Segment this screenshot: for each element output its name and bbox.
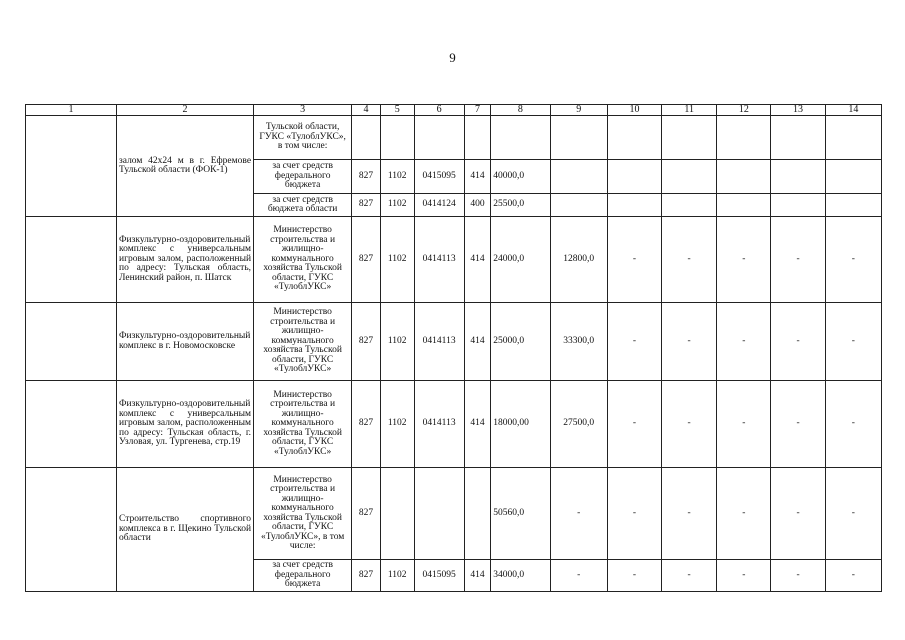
header-cell: 13 xyxy=(771,105,825,116)
empty-cell xyxy=(414,116,464,160)
organization-cell: за счет средств федерального бюджета xyxy=(254,560,352,592)
value-cell: 25500,0 xyxy=(491,194,550,217)
empty-cell xyxy=(550,160,607,194)
value-cell: - xyxy=(825,303,881,381)
header-cell: 2 xyxy=(117,105,254,116)
value-cell: - xyxy=(825,217,881,303)
value-cell: 827 xyxy=(352,160,381,194)
value-cell: - xyxy=(825,468,881,560)
value-cell: - xyxy=(771,468,825,560)
organization-cell: Тульской области, ГУКС «ТулоблУКС», в том числе: xyxy=(254,116,352,160)
value-cell: - xyxy=(662,468,717,560)
value-cell: - xyxy=(717,560,771,592)
value-cell: - xyxy=(607,217,661,303)
value-cell: 1102 xyxy=(380,303,414,381)
value-cell: 1102 xyxy=(380,560,414,592)
value-cell: - xyxy=(550,468,607,560)
object-name-cell: Физкультурно-оздоровительный комплекс в г. Новомосковске xyxy=(117,303,254,381)
header-cell: 5 xyxy=(380,105,414,116)
object-name-cell: залом 42х24 м в г. Ефремове Тульской области (ФОК-1) xyxy=(117,116,254,217)
empty-cell xyxy=(352,116,381,160)
empty-cell xyxy=(380,116,414,160)
value-cell: 50560,0 xyxy=(491,468,550,560)
value-cell: 18000,00 xyxy=(491,381,550,468)
value-cell: - xyxy=(717,381,771,468)
object-name-cell: Физкультурно-оздоровительный комплекс с универсальным игровым залом, расположенный по адресу: Тульская область, Ленинский район, п. Шатск xyxy=(117,217,254,303)
value-cell: 1102 xyxy=(380,217,414,303)
empty-cell xyxy=(491,116,550,160)
value-cell: - xyxy=(771,560,825,592)
empty-cell xyxy=(825,116,881,160)
table-row xyxy=(26,116,882,160)
value-cell: 827 xyxy=(352,217,381,303)
value-cell: 27500,0 xyxy=(550,381,607,468)
value-cell: 414 xyxy=(464,560,491,592)
page-number: 9 xyxy=(449,50,456,65)
value-cell: - xyxy=(825,381,881,468)
value-cell: 0414113 xyxy=(414,381,464,468)
col1-cell xyxy=(26,116,117,217)
col1-cell xyxy=(26,468,117,592)
empty-cell xyxy=(607,116,661,160)
organization-cell: за счет средств федерального бюджета xyxy=(254,160,352,194)
header-cell: 3 xyxy=(254,105,352,116)
value-cell: - xyxy=(771,217,825,303)
value-cell: 12800,0 xyxy=(550,217,607,303)
empty-cell xyxy=(464,468,491,560)
empty-cell xyxy=(662,160,717,194)
value-cell: - xyxy=(662,303,717,381)
col1-cell xyxy=(26,303,117,381)
empty-cell xyxy=(717,160,771,194)
value-cell: - xyxy=(607,381,661,468)
value-cell: 414 xyxy=(464,303,491,381)
header-cell: 6 xyxy=(414,105,464,116)
value-cell: 400 xyxy=(464,194,491,217)
empty-cell xyxy=(607,194,661,217)
value-cell: 34000,0 xyxy=(491,560,550,592)
value-cell: - xyxy=(717,217,771,303)
value-cell: 414 xyxy=(464,381,491,468)
organization-cell: Министерство строительства и жилищно-коммунального хозяйства Тульской области, ГУКС «ТулоблУКС» xyxy=(254,303,352,381)
value-cell: 0415095 xyxy=(414,160,464,194)
empty-cell xyxy=(717,194,771,217)
organization-cell: Министерство строительства и жилищно-коммунального хозяйства Тульской области, ГУКС «ТулоблУКС» xyxy=(254,381,352,468)
header-cell: 10 xyxy=(607,105,661,116)
value-cell: 1102 xyxy=(380,381,414,468)
table-row xyxy=(26,303,882,381)
table-row xyxy=(26,468,882,560)
col1-cell xyxy=(26,381,117,468)
col1-cell xyxy=(26,217,117,303)
empty-cell xyxy=(414,468,464,560)
value-cell: - xyxy=(771,303,825,381)
value-cell: 827 xyxy=(352,194,381,217)
empty-cell xyxy=(717,116,771,160)
value-cell: - xyxy=(825,560,881,592)
value-cell: 24000,0 xyxy=(491,217,550,303)
value-cell: 414 xyxy=(464,217,491,303)
value-cell: 827 xyxy=(352,468,381,560)
budget-table xyxy=(25,104,882,592)
organization-cell: Министерство строительства и жилищно-коммунального хозяйства Тульской области, ГУКС «ТулоблУКС» xyxy=(254,217,352,303)
header-cell: 8 xyxy=(491,105,550,116)
object-name-cell: Физкультурно-оздоровительный комплекс с универсальным игровым залом, расположенным по адресу: Тульская область, г. Узловая, ул. Тургенева, стр.19 xyxy=(117,381,254,468)
empty-cell xyxy=(662,116,717,160)
empty-cell xyxy=(380,468,414,560)
value-cell: - xyxy=(550,560,607,592)
empty-cell xyxy=(771,160,825,194)
value-cell: - xyxy=(717,303,771,381)
object-name-cell: Строительство спортивного комплекса в г. Щекино Тульской области xyxy=(117,468,254,592)
empty-cell xyxy=(771,116,825,160)
value-cell: 827 xyxy=(352,381,381,468)
header-cell: 4 xyxy=(352,105,381,116)
header-cell: 14 xyxy=(825,105,881,116)
value-cell: - xyxy=(717,468,771,560)
organization-cell: Министерство строительства и жилищно-коммунального хозяйства Тульской области, ГУКС «ТулоблУКС», в том числе: xyxy=(254,468,352,560)
value-cell: - xyxy=(662,217,717,303)
empty-cell xyxy=(662,194,717,217)
header-cell: 12 xyxy=(717,105,771,116)
empty-cell xyxy=(550,194,607,217)
value-cell: - xyxy=(607,303,661,381)
empty-cell xyxy=(825,160,881,194)
value-cell: - xyxy=(662,381,717,468)
value-cell: 1102 xyxy=(380,194,414,217)
value-cell: 0414113 xyxy=(414,303,464,381)
header-cell: 1 xyxy=(26,105,117,116)
empty-cell xyxy=(550,116,607,160)
empty-cell xyxy=(464,116,491,160)
value-cell: 0415095 xyxy=(414,560,464,592)
value-cell: 25000,0 xyxy=(491,303,550,381)
header-cell: 11 xyxy=(662,105,717,116)
empty-cell xyxy=(607,160,661,194)
value-cell: 414 xyxy=(464,160,491,194)
value-cell: 827 xyxy=(352,560,381,592)
table-row xyxy=(26,217,882,303)
value-cell: 0414124 xyxy=(414,194,464,217)
value-cell: 33300,0 xyxy=(550,303,607,381)
header-cell: 9 xyxy=(550,105,607,116)
value-cell: - xyxy=(607,560,661,592)
value-cell: 1102 xyxy=(380,160,414,194)
value-cell: - xyxy=(771,381,825,468)
value-cell: 827 xyxy=(352,303,381,381)
value-cell: - xyxy=(662,560,717,592)
organization-cell: за счет средств бюджета области xyxy=(254,194,352,217)
value-cell: - xyxy=(607,468,661,560)
empty-cell xyxy=(771,194,825,217)
value-cell: 0414113 xyxy=(414,217,464,303)
header-row xyxy=(26,105,882,116)
header-cell: 7 xyxy=(464,105,491,116)
value-cell: 40000,0 xyxy=(491,160,550,194)
empty-cell xyxy=(825,194,881,217)
table-row xyxy=(26,381,882,468)
